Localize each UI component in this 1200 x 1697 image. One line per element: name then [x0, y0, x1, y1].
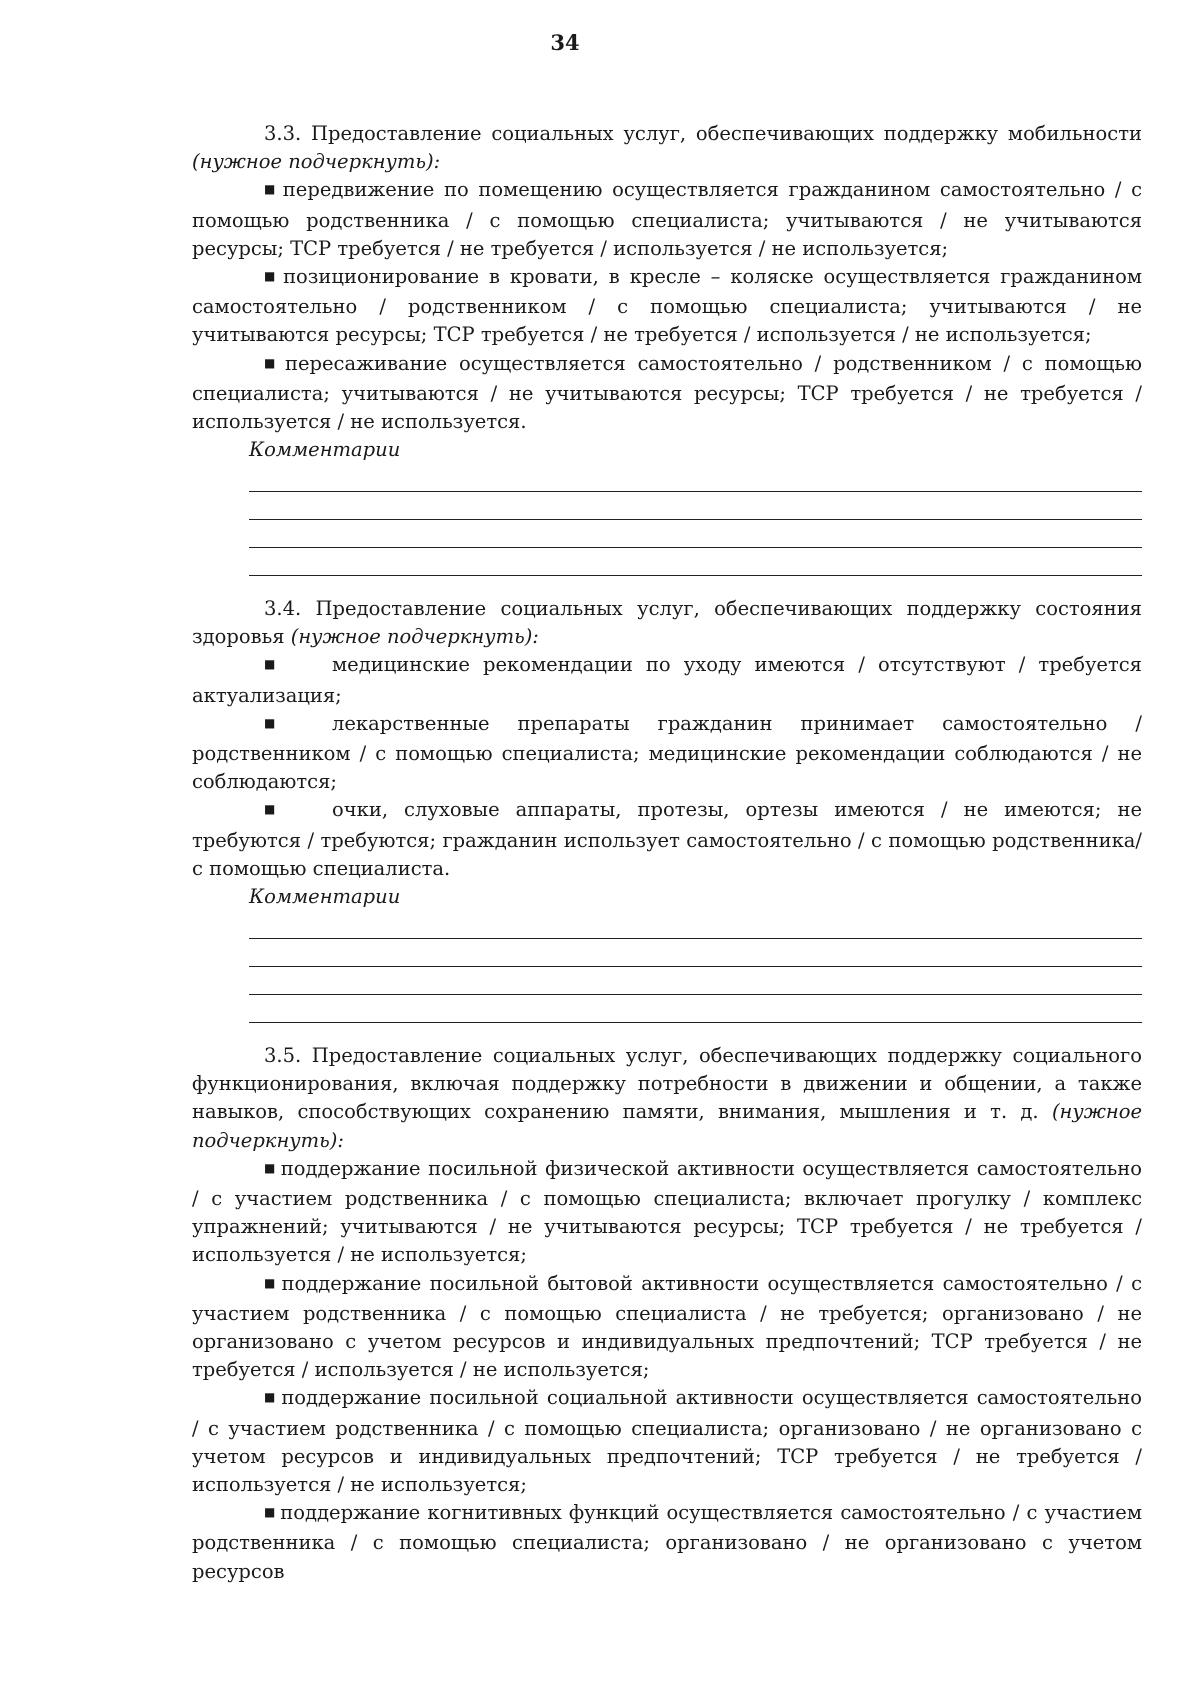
section-heading — [192, 120, 1142, 176]
bullet-icon: ■ — [264, 1275, 278, 1290]
list-item — [192, 710, 1142, 797]
list-item — [192, 1384, 1142, 1499]
section-heading-text: 3.3. Предоставление социальных услуг, обеспечивающих поддержку мобильности — [264, 122, 1142, 145]
comments-label: Комментарии — [249, 438, 401, 462]
list-item-text: медицинские рекомендации по уходу имеются / отсутствуют / требуется актуализация; — [192, 653, 1142, 707]
list-item — [192, 1155, 1142, 1270]
list-item — [192, 651, 1142, 709]
section-heading-text: 3.5. Предоставление социальных услуг, обеспечивающих поддержку социального функционирования, включая поддержку потребности в движении и общении, а также навыков, способствующих сохранению памяти, внимания, мышления и т. д. — [192, 1044, 1142, 1124]
section-heading-text: 3.4. Предоставление социальных услуг, обеспечивающих поддержку состояния здоровья — [192, 597, 1142, 649]
list-item-text: поддержание посильной физической активности осуществляется самостоятельно / с участием родственника / с помощью специалиста; включает прогулку / комплекс упражнений; учитываются / не учитываются ресурсы; ТСР требуется / не требуется / используется / не используется; — [192, 1156, 1143, 1267]
bullet-icon: ■ — [264, 1390, 278, 1405]
list-item — [192, 263, 1142, 350]
bullet-icon: ■ — [264, 802, 276, 817]
section-3-5 — [192, 1042, 1142, 1586]
comment-line[interactable] — [249, 939, 1142, 967]
comment-line[interactable] — [249, 967, 1142, 995]
list-item — [192, 796, 1142, 883]
bullet-icon: ■ — [264, 715, 276, 730]
list-item — [192, 1270, 1142, 1385]
list-item — [192, 1499, 1142, 1586]
bullet-icon: ■ — [264, 1505, 277, 1520]
list-item-text: поддержание посильной социальной активности осуществляется самостоятельно / с участием родственника / с помощью специалиста; организовано / не организовано с учетом ресурсов и индивидуальных предпочтений; ТСР требуется / не требуется / используется / не используется; — [192, 1386, 1142, 1497]
comment-line[interactable] — [249, 520, 1142, 548]
bullet-icon: ■ — [264, 269, 280, 284]
list-item-text: поддержание посильной бытовой активности осуществляется самостоятельно / с участием родственника / с помощью специалиста / не требуется; организовано / не организовано с учетом ресурсов и индивидуальных предпочтений; ТСР требуется / не требуется / используется / не используется; — [192, 1271, 1142, 1382]
list-item-text: лекарственные препараты гражданин принимает самостоятельно / родственником / с помощью специалиста; медицинские рекомендации соблюдаются / не соблюдаются; — [192, 711, 1142, 794]
list-item — [192, 176, 1142, 263]
bullet-icon: ■ — [264, 657, 276, 672]
list-item-text: поддержание когнитивных функций осуществляется самостоятельно / с участием родственника / с помощью специалиста; организовано / не организовано с учетом ресурсов — [192, 1501, 1142, 1583]
list-item-text: позиционирование в кровати, в кресле – коляске осуществляется гражданином самостоятельно / родственником / с помощью специалиста; учитываются / не учитываются ресурсы; ТСР требуется / не требуется / используется / не используется; — [192, 265, 1142, 347]
comments-label: Комментарии — [249, 885, 401, 909]
list-item-text: передвижение по помещению осуществляется гражданином самостоятельно / с помощью родственника / с помощью специалиста; учитываются / не учитываются ресурсы; ТСР требуется / не требуется / используется / не используется; — [192, 178, 1142, 260]
underline-note: (нужное подчеркнуть): — [290, 625, 539, 649]
bullet-icon: ■ — [264, 355, 281, 370]
comment-line[interactable] — [249, 492, 1142, 520]
comment-line[interactable] — [249, 911, 1142, 939]
page-number: 34 — [550, 30, 580, 55]
bullet-icon: ■ — [264, 182, 279, 197]
section-heading — [192, 1042, 1142, 1155]
section-heading — [192, 595, 1142, 651]
list-item — [192, 350, 1142, 437]
comment-line[interactable] — [249, 548, 1142, 576]
comment-line[interactable] — [249, 464, 1142, 492]
comment-line[interactable] — [249, 995, 1142, 1023]
bullet-icon: ■ — [264, 1160, 277, 1175]
underline-note: (нужное подчеркнуть): — [192, 150, 441, 174]
list-item-text: очки, слуховые аппараты, протезы, ортезы имеются / не имеются; не требуются / требуются; гражданин использует самостоятельно / с помощью родственника/ с помощью специалиста. — [192, 798, 1142, 880]
section-3-3 — [192, 120, 1142, 576]
list-item-text: пересаживание осуществляется самостоятельно / родственником / с помощью специалиста; учитываются / не учитываются ресурсы; ТСР требуется / не требуется / используется / не используется. — [192, 351, 1142, 434]
section-3-4 — [192, 595, 1142, 1023]
underline-note: (нужное подчеркнуть): — [192, 1100, 1142, 1152]
